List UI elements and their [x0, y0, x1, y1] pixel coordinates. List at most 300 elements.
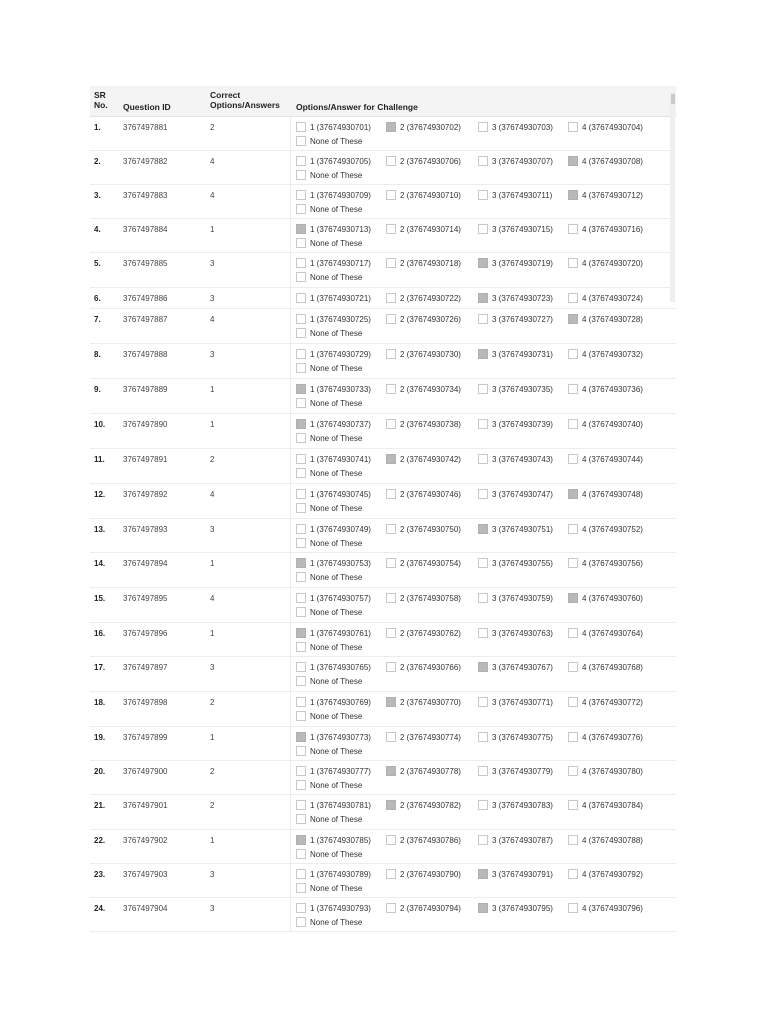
checkbox-icon[interactable] [478, 224, 488, 234]
option-1-checkbox[interactable] [296, 765, 371, 777]
option-1-checkbox[interactable] [296, 696, 371, 708]
option-1-checkbox[interactable] [296, 902, 371, 914]
option-3-checkbox[interactable] [478, 383, 553, 395]
option-4-checkbox[interactable] [568, 592, 643, 604]
option-4-checkbox[interactable] [568, 799, 643, 811]
option-4-checkbox[interactable] [568, 418, 643, 430]
option-3-checkbox[interactable] [478, 765, 553, 777]
none-of-these-checkbox[interactable] [296, 502, 362, 514]
option-label: 4 (37674930796) [582, 903, 643, 913]
option-3-checkbox[interactable] [478, 799, 553, 811]
option-2-checkbox[interactable] [386, 223, 461, 235]
none-of-these-label: None of These [310, 746, 363, 756]
option-1-checkbox[interactable] [296, 348, 371, 360]
checkbox-icon[interactable] [568, 314, 578, 324]
checkbox-icon[interactable] [478, 800, 488, 810]
checkbox-icon[interactable] [386, 454, 396, 464]
checkbox-icon[interactable] [296, 503, 306, 513]
option-3-checkbox[interactable] [478, 453, 553, 465]
none-of-these-checkbox[interactable] [296, 745, 362, 757]
option-3-checkbox[interactable] [478, 902, 553, 914]
option-label: 4 (37674930752) [582, 524, 643, 534]
none-of-these-checkbox[interactable] [296, 675, 362, 687]
option-2-checkbox[interactable] [386, 696, 461, 708]
question-id: 3767497896 [123, 629, 168, 638]
none-of-these-checkbox[interactable] [296, 606, 362, 618]
checkbox-icon[interactable] [296, 433, 306, 443]
scrollbar-thumb[interactable] [671, 94, 675, 104]
checkbox-icon[interactable] [296, 468, 306, 478]
none-of-these-checkbox[interactable] [296, 327, 362, 339]
option-label: 4 (37674930792) [582, 869, 643, 879]
column-divider [290, 898, 291, 931]
checkbox-icon[interactable] [386, 258, 396, 268]
option-2-checkbox[interactable] [386, 189, 461, 201]
option-label: 4 (37674930708) [582, 156, 643, 166]
checkbox-icon[interactable] [386, 190, 396, 200]
checkbox-icon[interactable] [386, 122, 396, 132]
option-1-checkbox[interactable] [296, 418, 371, 430]
option-4-checkbox[interactable] [568, 902, 643, 914]
sr-number: 13. [94, 525, 106, 534]
checkbox-icon[interactable] [296, 917, 306, 927]
sr-number: 7. [94, 315, 101, 324]
table-row [90, 588, 676, 623]
option-3-checkbox[interactable] [478, 257, 553, 269]
option-3-checkbox[interactable] [478, 696, 553, 708]
table-row [90, 692, 676, 727]
checkbox-icon[interactable] [296, 676, 306, 686]
option-1-checkbox[interactable] [296, 313, 371, 325]
sr-number: 1. [94, 123, 101, 132]
table-row [90, 219, 676, 253]
checkbox-icon[interactable] [568, 662, 578, 672]
checkbox-icon[interactable] [478, 903, 488, 913]
option-label: 3 (37674930719) [492, 258, 553, 268]
option-4-checkbox[interactable] [568, 834, 643, 846]
checkbox-icon[interactable] [296, 849, 306, 859]
option-1-checkbox[interactable] [296, 189, 371, 201]
checkbox-icon[interactable] [478, 454, 488, 464]
option-2-checkbox[interactable] [386, 557, 461, 569]
option-1-checkbox[interactable] [296, 223, 371, 235]
header-correct-line2: Options/Answers [210, 100, 280, 110]
checkbox-icon[interactable] [296, 258, 306, 268]
checkbox-icon[interactable] [386, 628, 396, 638]
checkbox-icon[interactable] [386, 903, 396, 913]
option-4-checkbox[interactable] [568, 731, 643, 743]
checkbox-icon[interactable] [568, 593, 578, 603]
checkbox-icon[interactable] [386, 156, 396, 166]
checkbox-icon[interactable] [386, 593, 396, 603]
correct-answer: 4 [210, 490, 215, 499]
checkbox-icon[interactable] [386, 419, 396, 429]
option-4-checkbox[interactable] [568, 453, 643, 465]
option-label: 1 (37674930749) [310, 524, 371, 534]
sr-number: 8. [94, 350, 101, 359]
none-of-these-checkbox[interactable] [296, 362, 362, 374]
option-4-checkbox[interactable] [568, 557, 643, 569]
none-of-these-checkbox[interactable] [296, 237, 362, 249]
checkbox-icon[interactable] [296, 711, 306, 721]
none-of-these-checkbox[interactable] [296, 203, 362, 215]
checkbox-icon[interactable] [478, 732, 488, 742]
option-2-checkbox[interactable] [386, 383, 461, 395]
checkbox-icon[interactable] [296, 780, 306, 790]
checkbox-icon[interactable] [568, 869, 578, 879]
option-label: 2 (37674930742) [400, 454, 461, 464]
checkbox-icon[interactable] [478, 156, 488, 166]
option-3-checkbox[interactable] [478, 488, 553, 500]
option-2-checkbox[interactable] [386, 313, 461, 325]
table-row [90, 727, 676, 761]
none-of-these-checkbox[interactable] [296, 169, 362, 181]
option-2-checkbox[interactable] [386, 257, 461, 269]
checkbox-icon[interactable] [386, 697, 396, 707]
checkbox-icon[interactable] [296, 398, 306, 408]
option-1-checkbox[interactable] [296, 155, 371, 167]
none-of-these-checkbox[interactable] [296, 571, 362, 583]
checkbox-icon[interactable] [568, 190, 578, 200]
option-3-checkbox[interactable] [478, 223, 553, 235]
checkbox-icon[interactable] [568, 224, 578, 234]
option-3-checkbox[interactable] [478, 155, 553, 167]
option-2-checkbox[interactable] [386, 799, 461, 811]
checkbox-icon[interactable] [386, 524, 396, 534]
option-1-checkbox[interactable] [296, 834, 371, 846]
none-of-these-checkbox[interactable] [296, 467, 362, 479]
none-of-these-checkbox[interactable] [296, 710, 362, 722]
checkbox-icon[interactable] [296, 800, 306, 810]
option-1-checkbox[interactable] [296, 488, 371, 500]
option-label: 2 (37674930710) [400, 190, 461, 200]
checkbox-icon[interactable] [386, 293, 396, 303]
option-4-checkbox[interactable] [568, 765, 643, 777]
option-4-checkbox[interactable] [568, 121, 643, 133]
checkbox-icon[interactable] [478, 489, 488, 499]
option-3-checkbox[interactable] [478, 557, 553, 569]
option-1-checkbox[interactable] [296, 868, 371, 880]
checkbox-icon[interactable] [568, 903, 578, 913]
checkbox-icon[interactable] [296, 419, 306, 429]
checkbox-icon[interactable] [296, 732, 306, 742]
option-1-checkbox[interactable] [296, 121, 371, 133]
option-label: 2 (37674930786) [400, 835, 461, 845]
checkbox-icon[interactable] [296, 363, 306, 373]
none-of-these-checkbox[interactable] [296, 779, 362, 791]
option-3-checkbox[interactable] [478, 313, 553, 325]
option-1-checkbox[interactable] [296, 799, 371, 811]
checkbox-icon[interactable] [568, 156, 578, 166]
header-sr [94, 90, 108, 110]
checkbox-icon[interactable] [568, 349, 578, 359]
option-1-checkbox[interactable] [296, 557, 371, 569]
checkbox-icon[interactable] [296, 814, 306, 824]
checkbox-icon[interactable] [296, 454, 306, 464]
option-label: 4 (37674930724) [582, 293, 643, 303]
option-label: 4 (37674930748) [582, 489, 643, 499]
option-label: 3 (37674930747) [492, 489, 553, 499]
option-label: 4 (37674930764) [582, 628, 643, 638]
checkbox-icon[interactable] [478, 593, 488, 603]
checkbox-icon[interactable] [296, 122, 306, 132]
option-4-checkbox[interactable] [568, 292, 643, 304]
none-of-these-checkbox[interactable] [296, 537, 362, 549]
none-of-these-checkbox[interactable] [296, 848, 362, 860]
checkbox-icon[interactable] [296, 869, 306, 879]
option-1-checkbox[interactable] [296, 453, 371, 465]
checkbox-icon[interactable] [478, 384, 488, 394]
option-1-checkbox[interactable] [296, 292, 371, 304]
column-divider [290, 379, 291, 413]
none-of-these-checkbox[interactable] [296, 271, 362, 283]
checkbox-icon[interactable] [568, 258, 578, 268]
checkbox-icon[interactable] [568, 835, 578, 845]
checkbox-icon[interactable] [478, 835, 488, 845]
option-1-checkbox[interactable] [296, 257, 371, 269]
column-divider [290, 553, 291, 587]
sr-number: 15. [94, 594, 106, 603]
option-2-checkbox[interactable] [386, 627, 461, 639]
option-3-checkbox[interactable] [478, 292, 553, 304]
option-3-checkbox[interactable] [478, 592, 553, 604]
checkbox-icon[interactable] [296, 238, 306, 248]
option-4-checkbox[interactable] [568, 223, 643, 235]
option-label: 4 (37674930772) [582, 697, 643, 707]
option-4-checkbox[interactable] [568, 348, 643, 360]
option-4-checkbox[interactable] [568, 383, 643, 395]
correct-answer: 4 [210, 594, 215, 603]
option-1-checkbox[interactable] [296, 731, 371, 743]
checkbox-icon[interactable] [568, 628, 578, 638]
checkbox-icon[interactable] [478, 524, 488, 534]
checkbox-icon[interactable] [568, 489, 578, 499]
checkbox-icon[interactable] [296, 607, 306, 617]
none-of-these-checkbox[interactable] [296, 882, 362, 894]
checkbox-icon[interactable] [296, 835, 306, 845]
checkbox-icon[interactable] [296, 136, 306, 146]
checkbox-icon[interactable] [478, 419, 488, 429]
checkbox-icon[interactable] [568, 697, 578, 707]
option-4-checkbox[interactable] [568, 661, 643, 673]
checkbox-icon[interactable] [386, 835, 396, 845]
checkbox-icon[interactable] [296, 328, 306, 338]
option-1-checkbox[interactable] [296, 383, 371, 395]
option-4-checkbox[interactable] [568, 523, 643, 535]
option-4-checkbox[interactable] [568, 189, 643, 201]
checkbox-icon[interactable] [296, 204, 306, 214]
checkbox-icon[interactable] [568, 732, 578, 742]
table-row [90, 414, 676, 449]
checkbox-icon[interactable] [386, 349, 396, 359]
checkbox-icon[interactable] [296, 903, 306, 913]
option-label: 3 (37674930751) [492, 524, 553, 534]
option-1-checkbox[interactable] [296, 592, 371, 604]
checkbox-icon[interactable] [568, 384, 578, 394]
option-4-checkbox[interactable] [568, 313, 643, 325]
option-label: 1 (37674930717) [310, 258, 371, 268]
checkbox-icon[interactable] [568, 454, 578, 464]
checkbox-icon[interactable] [478, 766, 488, 776]
option-3-checkbox[interactable] [478, 627, 553, 639]
none-of-these-checkbox[interactable] [296, 641, 362, 653]
question-id: 3767497903 [123, 870, 168, 879]
option-1-checkbox[interactable] [296, 661, 371, 673]
checkbox-icon[interactable] [478, 314, 488, 324]
option-3-checkbox[interactable] [478, 523, 553, 535]
checkbox-icon[interactable] [568, 293, 578, 303]
none-of-these-checkbox[interactable] [296, 135, 362, 147]
checkbox-icon[interactable] [386, 558, 396, 568]
option-4-checkbox[interactable] [568, 488, 643, 500]
checkbox-icon[interactable] [478, 258, 488, 268]
option-label: 3 (37674930783) [492, 800, 553, 810]
option-4-checkbox[interactable] [568, 257, 643, 269]
none-of-these-checkbox[interactable] [296, 432, 362, 444]
checkbox-icon[interactable] [296, 293, 306, 303]
checkbox-icon[interactable] [296, 766, 306, 776]
option-label: 3 (37674930767) [492, 662, 553, 672]
checkbox-icon[interactable] [296, 746, 306, 756]
option-4-checkbox[interactable] [568, 696, 643, 708]
scrollbar-track[interactable] [670, 92, 675, 302]
column-divider [290, 185, 291, 218]
option-4-checkbox[interactable] [568, 155, 643, 167]
option-3-checkbox[interactable] [478, 348, 553, 360]
checkbox-icon[interactable] [386, 800, 396, 810]
checkbox-icon[interactable] [478, 349, 488, 359]
table-row [90, 519, 676, 553]
none-of-these-label: None of These [310, 572, 363, 582]
checkbox-icon[interactable] [568, 800, 578, 810]
checkbox-icon[interactable] [386, 732, 396, 742]
option-3-checkbox[interactable] [478, 834, 553, 846]
checkbox-icon[interactable] [296, 593, 306, 603]
column-divider [290, 623, 291, 656]
checkbox-icon[interactable] [296, 572, 306, 582]
checkbox-icon[interactable] [296, 524, 306, 534]
option-2-checkbox[interactable] [386, 592, 461, 604]
option-2-checkbox[interactable] [386, 453, 461, 465]
checkbox-icon[interactable] [386, 662, 396, 672]
checkbox-icon[interactable] [478, 628, 488, 638]
table-row [90, 864, 676, 898]
checkbox-icon[interactable] [296, 662, 306, 672]
option-2-checkbox[interactable] [386, 292, 461, 304]
option-2-checkbox[interactable] [386, 765, 461, 777]
checkbox-icon[interactable] [296, 190, 306, 200]
option-1-checkbox[interactable] [296, 523, 371, 535]
checkbox-icon[interactable] [296, 642, 306, 652]
none-of-these-checkbox[interactable] [296, 916, 362, 928]
checkbox-icon[interactable] [478, 662, 488, 672]
correct-answer: 3 [210, 663, 215, 672]
checkbox-icon[interactable] [296, 697, 306, 707]
checkbox-icon[interactable] [568, 558, 578, 568]
option-3-checkbox[interactable] [478, 731, 553, 743]
checkbox-icon[interactable] [296, 883, 306, 893]
option-2-checkbox[interactable] [386, 155, 461, 167]
column-divider [290, 484, 291, 518]
option-3-checkbox[interactable] [478, 661, 553, 673]
option-2-checkbox[interactable] [386, 731, 461, 743]
checkbox-icon[interactable] [296, 384, 306, 394]
sr-number: 6. [94, 294, 101, 303]
option-2-checkbox[interactable] [386, 348, 461, 360]
checkbox-icon[interactable] [296, 224, 306, 234]
none-of-these-checkbox[interactable] [296, 397, 362, 409]
checkbox-icon[interactable] [478, 697, 488, 707]
column-divider [290, 692, 291, 726]
option-label: 3 (37674930727) [492, 314, 553, 324]
correct-answer: 3 [210, 350, 215, 359]
option-3-checkbox[interactable] [478, 121, 553, 133]
checkbox-icon[interactable] [296, 558, 306, 568]
checkbox-icon[interactable] [478, 293, 488, 303]
option-label: 1 (37674930757) [310, 593, 371, 603]
checkbox-icon[interactable] [296, 272, 306, 282]
checkbox-icon[interactable] [478, 190, 488, 200]
option-2-checkbox[interactable] [386, 902, 461, 914]
column-divider [290, 864, 291, 897]
checkbox-icon[interactable] [478, 558, 488, 568]
checkbox-icon[interactable] [386, 766, 396, 776]
option-2-checkbox[interactable] [386, 868, 461, 880]
checkbox-icon[interactable] [568, 122, 578, 132]
checkbox-icon[interactable] [296, 489, 306, 499]
checkbox-icon[interactable] [568, 766, 578, 776]
sr-number: 14. [94, 559, 106, 568]
checkbox-icon[interactable] [296, 349, 306, 359]
checkbox-icon[interactable] [568, 419, 578, 429]
option-2-checkbox[interactable] [386, 488, 461, 500]
checkbox-icon[interactable] [386, 869, 396, 879]
checkbox-icon[interactable] [296, 538, 306, 548]
column-divider [290, 117, 291, 150]
option-3-checkbox[interactable] [478, 418, 553, 430]
option-3-checkbox[interactable] [478, 868, 553, 880]
option-2-checkbox[interactable] [386, 523, 461, 535]
checkbox-icon[interactable] [296, 156, 306, 166]
checkbox-icon[interactable] [478, 122, 488, 132]
option-label: 4 (37674930736) [582, 384, 643, 394]
table-row [90, 761, 676, 795]
option-2-checkbox[interactable] [386, 661, 461, 673]
option-1-checkbox[interactable] [296, 627, 371, 639]
option-2-checkbox[interactable] [386, 834, 461, 846]
option-label: 3 (37674930703) [492, 122, 553, 132]
option-3-checkbox[interactable] [478, 189, 552, 201]
option-4-checkbox[interactable] [568, 627, 643, 639]
checkbox-icon[interactable] [478, 869, 488, 879]
option-4-checkbox[interactable] [568, 868, 643, 880]
checkbox-icon[interactable] [296, 170, 306, 180]
checkbox-icon[interactable] [296, 628, 306, 638]
checkbox-icon[interactable] [386, 224, 396, 234]
checkbox-icon[interactable] [386, 314, 396, 324]
checkbox-icon[interactable] [296, 314, 306, 324]
option-label: 1 (37674930781) [310, 800, 371, 810]
checkbox-icon[interactable] [386, 384, 396, 394]
sr-number: 9. [94, 385, 101, 394]
none-of-these-checkbox[interactable] [296, 813, 362, 825]
option-2-checkbox[interactable] [386, 121, 461, 133]
option-label: 3 (37674930707) [492, 156, 553, 166]
option-2-checkbox[interactable] [386, 418, 461, 430]
correct-answer: 1 [210, 420, 215, 429]
checkbox-icon[interactable] [568, 524, 578, 534]
checkbox-icon[interactable] [386, 489, 396, 499]
